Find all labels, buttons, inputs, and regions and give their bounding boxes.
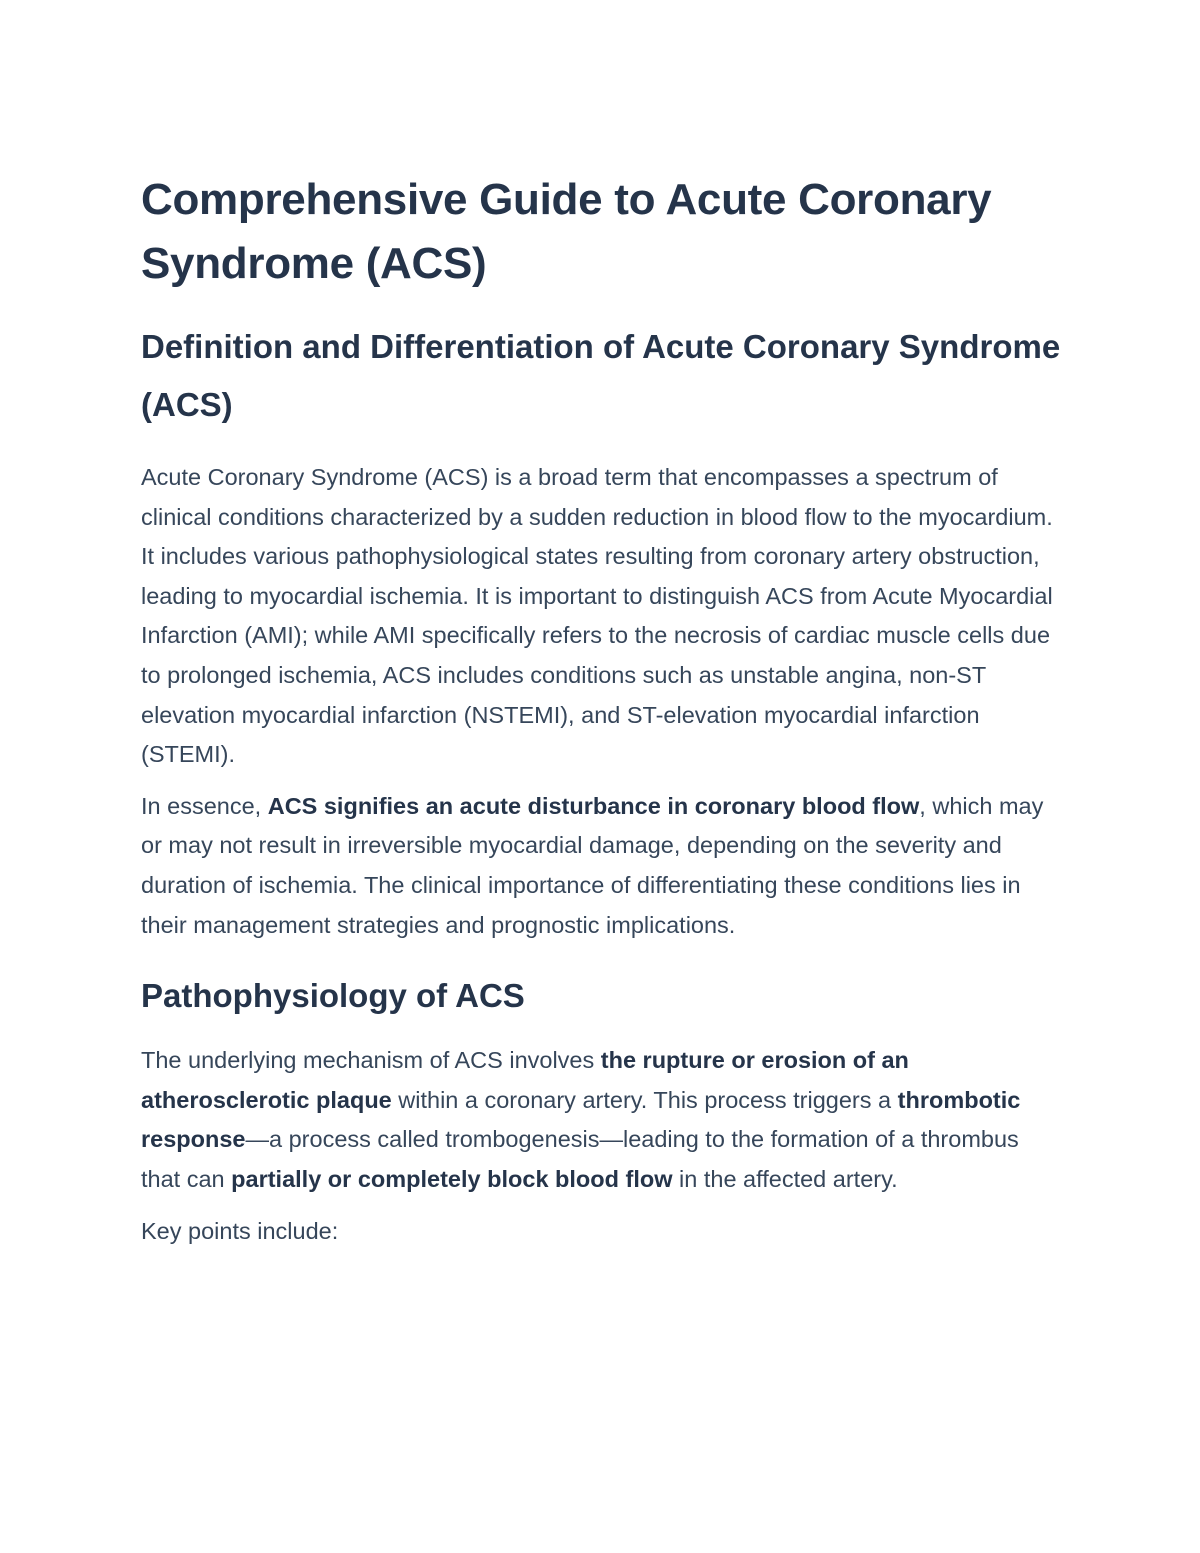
section-heading-pathophysiology: Pathophysiology of ACS [141,977,525,1015]
bold-text: partially or completely block blood flow [231,1165,673,1192]
document-title: Comprehensive Guide to Acute Coronary Syndrome (ACS) [141,175,992,288]
paragraph-mechanism [141,1041,1061,1199]
bold-text: thrombotic response [141,1086,1021,1153]
section-heading-definition: Definition and Differentiation of Acute Coronary Syndrome (ACS) [141,328,1061,423]
text-run: In essence, [141,792,268,819]
bold-text: ACS signifies an acute disturbance in coronary blood flow [267,792,920,819]
paragraph-acs-essence [141,787,1061,945]
paragraph-acs-definition: Acute Coronary Syndrome (ACS) is a broad term that encompasses a spectrum of clinical conditions characterized by a sudden reduction in blood flow to the myocardium. It includes various pathophysiological states resulting from coronary artery obstruction, leading to myocardial ischemia. It is important to distinguish ACS from Acute Myocardial Infarction (AMI); while AMI specifically refers to the necrosis of cardiac muscle cells due to prolonged ischemia, ACS includes conditions such as unstable angina, non-ST elevation myocardial infarction (NSTEMI), and ST-elevation myocardial infarction (STEMI). [141,464,1053,768]
text-run: —a process called trombogenesis—leading to the formation of a thrombus that can [141,1126,1019,1192]
text-run: in the affected artery. [672,1165,898,1192]
text-run: within a coronary artery. This process triggers a [391,1086,898,1113]
text-run: The underlying mechanism of ACS involves [141,1047,601,1074]
text-run: , which may or may not result in irreversible myocardial damage, depending on the severity and duration of ischemia. The clinical importance of differentiating these conditions lies in their management strategies and prognostic implications. [141,792,1044,938]
paragraph-key-points: Key points include: [141,1217,339,1244]
document-page [141,168,1061,1251]
bold-text: the rupture or erosion of an atherosclerotic plaque [141,1047,909,1113]
